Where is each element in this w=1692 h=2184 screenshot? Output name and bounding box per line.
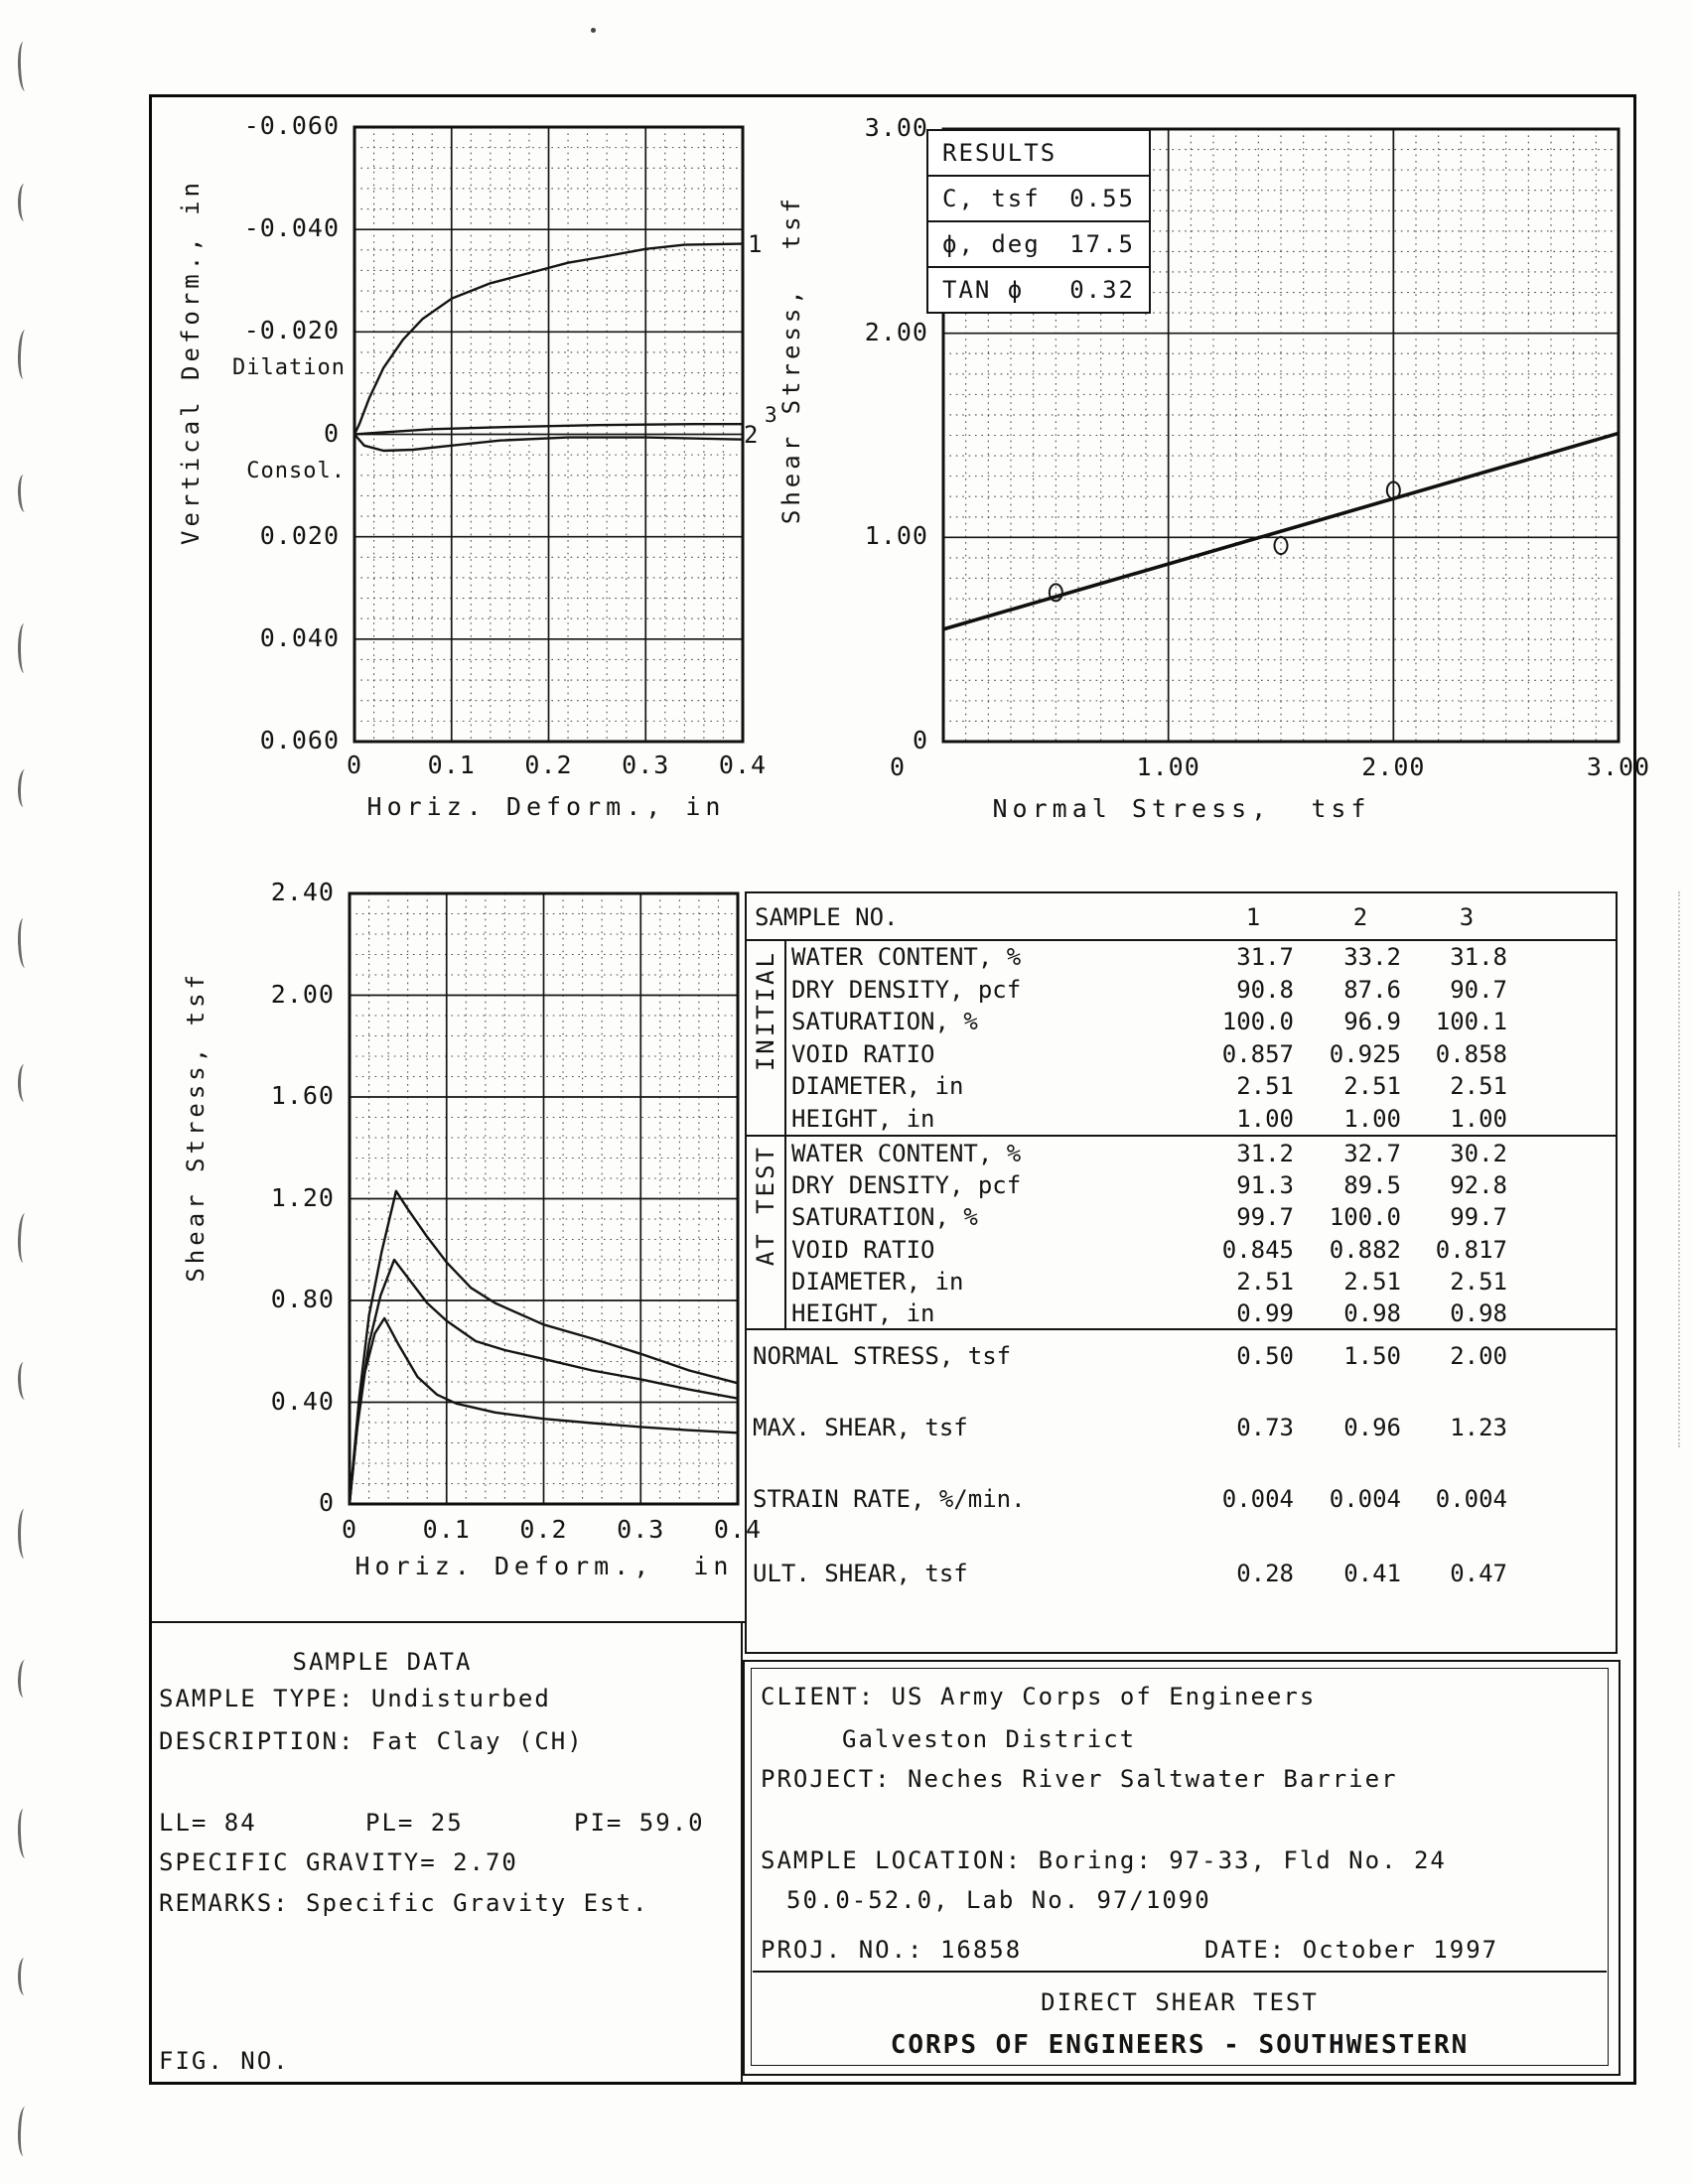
cell: 1.00 xyxy=(1450,1105,1507,1133)
row-label: HEIGHT, in xyxy=(791,1105,935,1133)
cell: 2.51 xyxy=(1450,1268,1507,1296)
tan-phi-value: 0.32 xyxy=(1069,276,1135,304)
client-line2: Galveston District xyxy=(842,1725,1137,1753)
vertical-deform-y-axis-title: Vertical Deform., in xyxy=(177,179,205,545)
stress-strain-y-axis-title: Shear Stress, tsf xyxy=(182,971,210,1283)
tick-label: 0 xyxy=(346,751,363,779)
tick-label: 2.00 xyxy=(270,979,335,1009)
tick-label: 0.020 xyxy=(259,520,340,550)
cell: 31.2 xyxy=(1236,1140,1294,1167)
row-label: HEIGHT, in xyxy=(791,1299,935,1327)
cell: 0.858 xyxy=(1435,1040,1507,1068)
row-label: DRY DENSITY, pcf xyxy=(791,1171,1022,1199)
tick-label: 0.1 xyxy=(422,1515,471,1544)
fig-no: FIG. NO. xyxy=(159,2047,290,2075)
cell: 32.7 xyxy=(1343,1140,1401,1167)
cell: 91.3 xyxy=(1236,1171,1294,1199)
sample-location-line2: 50.0-52.0, Lab No. 97/1090 xyxy=(786,1886,1211,1914)
cell: 2.51 xyxy=(1343,1072,1401,1100)
row-label: DIAMETER, in xyxy=(791,1072,964,1100)
tick-label: 1.60 xyxy=(270,1081,335,1110)
cell: 31.7 xyxy=(1236,943,1294,971)
proj-no: PROJ. NO.: 16858 xyxy=(761,1936,1023,1964)
tan-phi-row xyxy=(928,266,1149,312)
cohesion-label: C, tsf xyxy=(942,185,1041,212)
phi-value: 17.5 xyxy=(1069,230,1135,258)
tick-label: 2.00 xyxy=(1361,752,1426,781)
cell: 0.41 xyxy=(1343,1560,1401,1587)
table-header-label: SAMPLE NO. xyxy=(755,903,899,931)
tick-label: -0.040 xyxy=(243,213,340,243)
tick-label: -0.060 xyxy=(243,111,340,140)
col-header-1: 1 xyxy=(1245,903,1261,931)
tan-phi-label: TAN ϕ xyxy=(942,276,1025,304)
cell: 30.2 xyxy=(1450,1140,1507,1167)
envelope-x-axis-title: Normal Stress, tsf xyxy=(992,794,1371,823)
initial-group-label: INITIAL xyxy=(752,950,779,1072)
tick-label: 0.3 xyxy=(617,1515,665,1544)
phi-row xyxy=(928,220,1149,266)
liquid-limit: LL= 84 xyxy=(159,1809,257,1837)
tick-label: 3.00 xyxy=(864,113,928,142)
organization: CORPS OF ENGINEERS - SOUTHWESTERN xyxy=(890,2030,1470,2060)
cell: 99.7 xyxy=(1236,1203,1294,1231)
tick-label: 0.1 xyxy=(427,751,476,779)
cohesion-value: 0.55 xyxy=(1069,185,1135,212)
dilation-label: Dilation xyxy=(232,355,346,380)
sample-data-top-line xyxy=(152,1621,745,1623)
tick-label: 1.20 xyxy=(270,1182,335,1212)
table-line-under-initial xyxy=(745,1135,1617,1137)
cell: 0.004 xyxy=(1329,1485,1401,1513)
cell: 0.845 xyxy=(1221,1236,1294,1264)
tick-label: 0.2 xyxy=(519,1515,568,1544)
tick-label: 2.00 xyxy=(864,317,928,346)
plasticity-index: PI= 59.0 xyxy=(574,1809,705,1837)
cell: 31.8 xyxy=(1450,943,1507,971)
row-label: MAX. SHEAR, tsf xyxy=(753,1414,968,1441)
tick-label: 0 xyxy=(889,752,907,781)
remarks: REMARKS: Specific Gravity Est. xyxy=(159,1889,649,1917)
cell: 1.23 xyxy=(1450,1414,1507,1441)
cell: 0.857 xyxy=(1221,1040,1294,1068)
cell: 2.51 xyxy=(1343,1268,1401,1296)
cell: 0.817 xyxy=(1435,1236,1507,1264)
vertical-deform-x-axis-title: Horiz. Deform., in xyxy=(366,792,726,821)
tick-label: 3.00 xyxy=(1586,752,1651,781)
tick-label: 1.00 xyxy=(864,521,928,551)
cell: 0.73 xyxy=(1236,1414,1294,1441)
tick-label: 0 xyxy=(341,1515,358,1544)
tick-label: 0.2 xyxy=(524,751,573,779)
tick-label: 0 xyxy=(318,1488,335,1517)
project: PROJECT: Neches River Saltwater Barrier xyxy=(761,1765,1398,1793)
specific-gravity: SPECIFIC GRAVITY= 2.70 xyxy=(159,1848,518,1876)
cell: 0.004 xyxy=(1221,1485,1294,1513)
cell: 1.00 xyxy=(1343,1105,1401,1133)
row-label: WATER CONTENT, % xyxy=(791,1140,1022,1167)
row-label: SATURATION, % xyxy=(791,1203,978,1231)
title-block-divider xyxy=(753,1971,1607,1973)
table-line-under-header xyxy=(745,939,1617,941)
cell: 1.00 xyxy=(1236,1105,1294,1133)
plastic-limit: PL= 25 xyxy=(365,1809,464,1837)
tick-label: 0.4 xyxy=(718,751,768,779)
client-line1: CLIENT: US Army Corps of Engineers xyxy=(761,1683,1317,1710)
tick-label: 0 xyxy=(912,726,928,754)
phi-label: ϕ, deg xyxy=(942,230,1041,258)
cell: 0.98 xyxy=(1450,1299,1507,1327)
results-box xyxy=(926,129,1151,314)
cell: 0.50 xyxy=(1236,1342,1294,1370)
cell: 0.98 xyxy=(1343,1299,1401,1327)
date: DATE: October 1997 xyxy=(1204,1936,1499,1964)
envelope-y-axis-title: Shear Stress, tsf xyxy=(777,195,805,525)
table-line-under-attest xyxy=(745,1328,1617,1330)
tick-label: 2.40 xyxy=(270,878,335,906)
cell: 2.51 xyxy=(1236,1072,1294,1100)
sample-location-line1: SAMPLE LOCATION: Boring: 97-33, Fld No. 24 xyxy=(761,1846,1447,1874)
row-label: VOID RATIO xyxy=(791,1040,935,1068)
cohesion-row xyxy=(928,175,1149,220)
cell: 100.0 xyxy=(1221,1008,1294,1035)
cell: 90.8 xyxy=(1236,976,1294,1004)
col-header-3: 3 xyxy=(1459,903,1475,931)
tick-label: 1.00 xyxy=(1136,752,1200,781)
col-header-2: 2 xyxy=(1352,903,1368,931)
cell: 2.51 xyxy=(1450,1072,1507,1100)
cell: 2.51 xyxy=(1236,1268,1294,1296)
attest-group-label: AT TEST xyxy=(752,1145,779,1267)
cell: 0.004 xyxy=(1435,1485,1507,1513)
results-title: RESULTS xyxy=(942,139,1058,167)
tick-label: 0 xyxy=(323,418,340,448)
tick-label: -0.020 xyxy=(243,316,340,345)
cell: 33.2 xyxy=(1343,943,1401,971)
curve-label-2: 2 xyxy=(744,421,759,449)
cell: 0.47 xyxy=(1450,1560,1507,1587)
cell: 0.925 xyxy=(1329,1040,1401,1068)
test-title: DIRECT SHEAR TEST xyxy=(1041,1988,1319,2016)
cell: 1.50 xyxy=(1343,1342,1401,1370)
description: DESCRIPTION: Fat Clay (CH) xyxy=(159,1727,584,1755)
row-label: WATER CONTENT, % xyxy=(791,943,1022,971)
cell: 0.882 xyxy=(1329,1236,1401,1264)
sample-data-title: SAMPLE DATA xyxy=(292,1648,473,1676)
cell: 89.5 xyxy=(1343,1171,1401,1199)
row-label: ULT. SHEAR, tsf xyxy=(753,1560,968,1587)
row-label: VOID RATIO xyxy=(791,1236,935,1264)
cell: 90.7 xyxy=(1450,976,1507,1004)
cell: 0.99 xyxy=(1236,1299,1294,1327)
curve-label-1: 1 xyxy=(748,230,763,258)
row-label: DRY DENSITY, pcf xyxy=(791,976,1022,1004)
tick-label: 0.060 xyxy=(259,726,340,754)
cell: 99.7 xyxy=(1450,1203,1507,1231)
cell: 0.28 xyxy=(1236,1560,1294,1587)
cell: 2.00 xyxy=(1450,1342,1507,1370)
tick-label: 0.4 xyxy=(713,1515,763,1544)
results-title-row xyxy=(928,131,1149,175)
row-label: SATURATION, % xyxy=(791,1008,978,1035)
cell: 0.96 xyxy=(1343,1414,1401,1441)
cell: 100.0 xyxy=(1329,1203,1401,1231)
row-label: STRAIN RATE, %/min. xyxy=(753,1485,1026,1513)
tick-label: 0.3 xyxy=(622,751,670,779)
cell: 100.1 xyxy=(1435,1008,1507,1035)
table-group-divider xyxy=(784,939,786,1330)
tick-label: 0.040 xyxy=(259,622,340,652)
cell: 92.8 xyxy=(1450,1171,1507,1199)
row-label: NORMAL STRESS, tsf xyxy=(753,1342,1012,1370)
cell: 87.6 xyxy=(1343,976,1401,1004)
tick-label: 0.80 xyxy=(270,1285,335,1313)
sample-type: SAMPLE TYPE: Undisturbed xyxy=(159,1685,551,1712)
row-label: DIAMETER, in xyxy=(791,1268,964,1296)
consol-label: Consol. xyxy=(246,459,346,483)
tick-label: 0.40 xyxy=(270,1386,335,1416)
curve-label-3: 3 xyxy=(765,403,777,427)
stress-strain-x-axis-title: Horiz. Deform., in xyxy=(354,1552,734,1580)
cell: 96.9 xyxy=(1343,1008,1401,1035)
